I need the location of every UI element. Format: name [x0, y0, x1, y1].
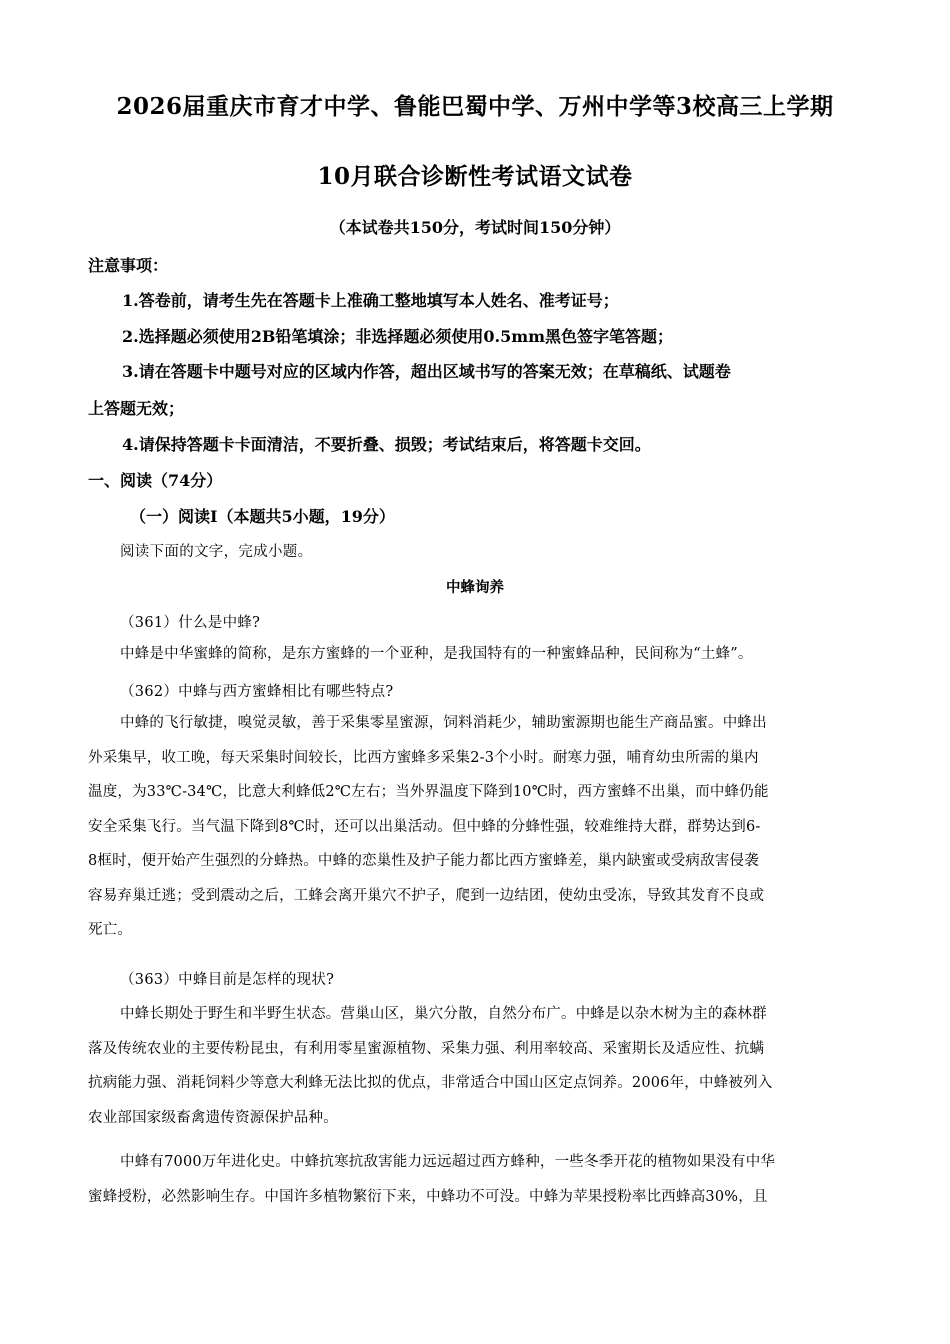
section-heading: 一、阅读（74分）	[88, 471, 223, 490]
paragraph-line: 蜜蜂授粉，必然影响生存。中国许多植物繁衍下来，中蜂功不可没。中蜂为苹果授粉率比西蜂高30%，且	[88, 1188, 768, 1205]
notes-item-3-cont: 上答题无效；	[88, 399, 185, 418]
paragraph-2	[88, 706, 863, 948]
paragraph-line: 温度，为33℃-34℃，比意大利蜂低2℃左右；当外界温度下降到10℃时，西方蜜蜂不出巢，而中蜂仍能	[88, 784, 769, 800]
notes-item-1: 1.答卷前，请考生先在答题卡上准确工整地填写本人姓名、准考证号；	[122, 291, 619, 310]
question-363: （363）中蜂目前是怎样的现状?	[120, 972, 335, 988]
paragraph-line: 中蜂长期处于野生和半野生状态。营巢山区，巢穴分散，自然分布广。中蜂是以杂木树为主的森林群	[120, 1006, 767, 1022]
paragraph-line: 中蜂有7000万年进化史。中蜂抗寒抗敌害能力远远超过西方蜂种，一些冬季开花的植物如果没有中华	[120, 1154, 776, 1170]
question-362: （362）中蜂与西方蜜蜂相比有哪些特点?	[120, 684, 394, 700]
paragraph-line: 外采集早，收工晚，每天采集时间较长，比西方蜜蜂多采集2-3个小时。耐寒力强，哺育幼虫所需的巢内	[88, 749, 759, 766]
notes-item-4: 4.请保持答题卡卡面清洁，不要折叠、损毁；考试结束后，将答题卡交回。	[122, 435, 651, 454]
paragraph-line: 抗病能力强、消耗饲料少等意大利蜂无法比拟的优点，非常适合中国山区定点饲养。2006年，中蜂被列入	[88, 1075, 773, 1091]
paragraph-line: 8框时，便开始产生强烈的分蜂热。中蜂的恋巢性及护子能力都比西方蜜蜂差，巢内缺蜜或受病敌害侵袭	[88, 853, 759, 869]
paragraph-line: 中蜂的飞行敏捷，嗅觉灵敏，善于采集零星蜜源，饲料消耗少，辅助蜜源期也能生产商品蜜。中蜂出	[120, 715, 767, 731]
paragraph-4	[88, 1145, 863, 1214]
paragraph-line: 容易弃巢迁逃；受到震动之后，工蜂会离开巢穴不护子，爬到一边结团，使幼虫受冻，导致其发育不良或	[88, 887, 765, 904]
exam-title-line1: 2026届重庆市育才中学、鲁能巴蜀中学、万州中学等3校高三上学期	[116, 93, 834, 120]
paragraph-line: 死亡。	[88, 922, 133, 938]
paragraph-line: 中蜂是中华蜜蜂的简称，是东方蜜蜂的一个亚种，是我国特有的一种蜜蜂品种，民间称为“土蜂”。	[120, 646, 753, 662]
section-instruction: 阅读下面的文字，完成小题。	[120, 544, 313, 560]
exam-subtitle: （本试卷共150分，考试时间150分钟）	[329, 218, 621, 237]
article-title: 中蜂询养	[446, 579, 504, 596]
notes-item-3: 3.请在答题卡中题号对应的区域内作答，超出区域书写的答案无效；在草稿纸、试题卷	[122, 362, 731, 381]
notes-item-2: 2.选择题必须使用2B铅笔填涂；非选择题必须使用0.5mm黑色签字笔答题；	[122, 327, 674, 346]
notes-heading: 注意事项：	[88, 256, 169, 275]
exam-title-line2: 10月联合诊断性考试语文试卷	[317, 163, 633, 190]
paragraph-line: 安全采集飞行。当气温下降到8℃时，还可以出巢活动。但中蜂的分蜂性强，较难维持大群，群势达到6-	[88, 818, 761, 835]
question-361: （361）什么是中蜂?	[120, 615, 261, 631]
paragraph-1	[88, 637, 863, 672]
paragraph-line: 落及传统农业的主要传粉昆虫，有利用零星蜜源植物、采集力强、利用率较高、采蜜期长及适应性、抗螨	[88, 1040, 765, 1057]
paragraph-3	[88, 997, 863, 1135]
section-subheading: （一）阅读Ⅰ（本题共5小题，19分）	[130, 507, 395, 526]
paragraph-line: 农业部国家级畜禽遗传资源保护品种。	[88, 1109, 338, 1126]
